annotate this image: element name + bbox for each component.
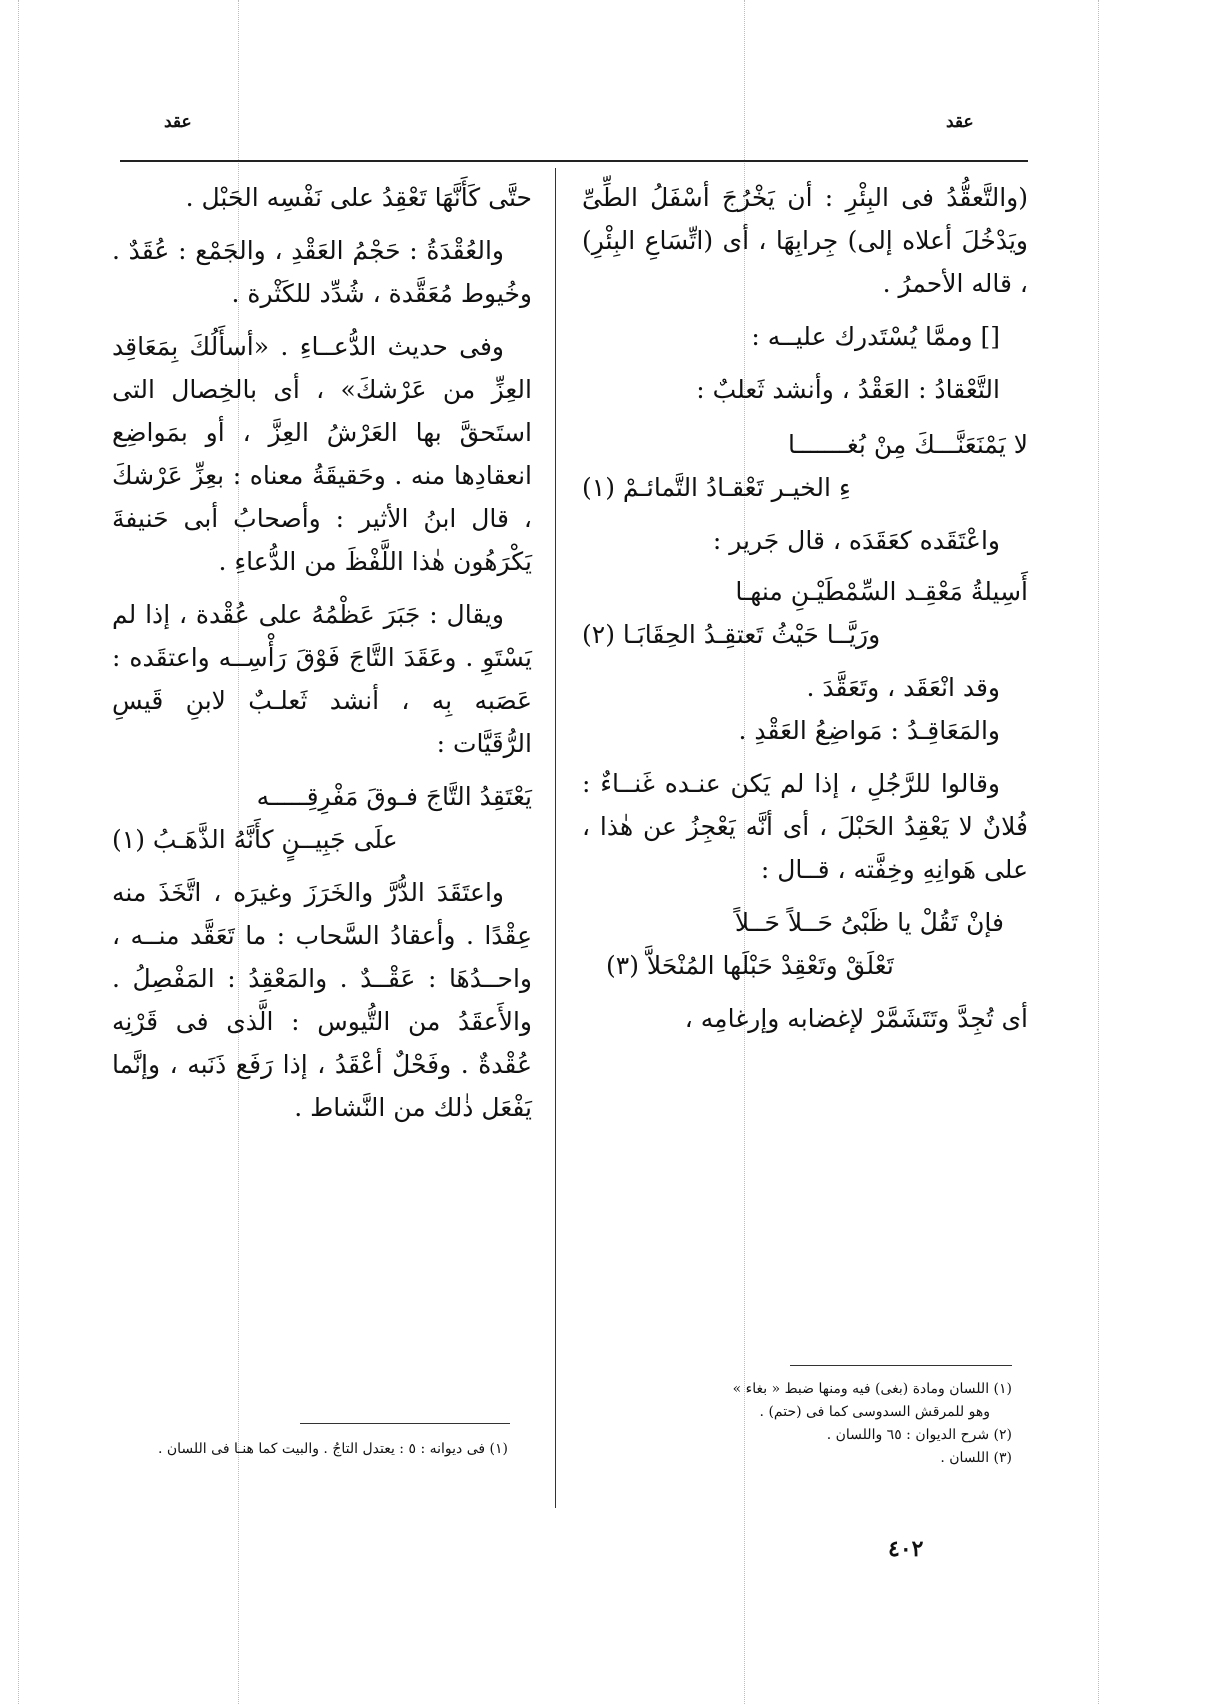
right-column <box>582 176 1028 1040</box>
verse-hemistich: يَعْتَقِدُ التَّاجَ فـوقَ مَفْرِقِـــــه <box>256 782 532 811</box>
paragraph: أى تُجِدَّ وتَتَشَمَّرْ لإغضابه وإرغامِه ، <box>684 1004 1028 1033</box>
scan-guide-line <box>18 0 19 1704</box>
right-footnotes <box>600 1378 1012 1470</box>
footnote-rule <box>790 1365 1012 1366</box>
verse <box>582 423 1028 509</box>
verse-hemistich: علَى جَبِيــنٍ كأَنَّهُ الذَّهَـبُ (١) <box>112 825 398 854</box>
paragraph: حتَّى كَأَنَّهَا تَعْقِدُ على نَفْسِه الحَبْل . <box>185 183 532 212</box>
verse-hemistich: ءِ الخيـر تَعْقـادُ التَّمائـمْ (١) <box>582 473 851 502</box>
column-divider <box>555 168 556 1508</box>
verse-hemistich: أَسِيلةُ مَعْقِـد السِّمْطَيْـنِ منهـا <box>735 577 1028 606</box>
verse <box>582 570 1028 656</box>
footnote: (٢) شرح الديوان : ٦٥ واللسان . <box>826 1427 1012 1443</box>
verse-hemistich: تَعْلَقْ وتَعْقِدْ حَبْلَها المُنْحَلاَّ (٣) <box>606 951 894 980</box>
paragraph: (والتَّعقُّدُ فى البِئْرِ : أن يَخْرُجَ أسْفَلُ الطِّىِّ ويَدْخُلَ أعلاه إلى) جِرابِهَا ، أى (اتِّسَاعِ البِئْرِ) ، قاله الأحمرُ . <box>582 183 1028 298</box>
verse-hemistich: ورَيَّــا حَيْثُ تَعتقِـدُ الحِقَابَـا (٢) <box>582 620 881 649</box>
header-rule <box>120 160 1028 162</box>
paragraph: التَّعْقادُ : العَقْدُ ، وأنشد ثَعلبٌ : <box>696 375 1000 404</box>
paragraph: وقد انْعَقَد ، وتَعَقَّدَ . <box>806 673 1000 702</box>
footnote: (١) اللسان ومادة (بغى) فيه ومنها ضبط « بغاء » <box>732 1381 1012 1397</box>
verse <box>582 901 1028 987</box>
paragraph: وقالوا للرَّجُلِ ، إذا لم يَكن عنـده غَنــاءٌ : فُلانٌ لا يَعْقِدُ الحَبْلَ ، أى أنَّه يَعْجِزُ عن هٰذا ، على هَوانِهِ وخِفَّته ، قــال : <box>582 769 1028 884</box>
footnote: (٣) اللسان . <box>940 1450 1012 1466</box>
page-number: ٤٠٢ <box>888 1536 924 1562</box>
footnote-rule <box>300 1423 510 1424</box>
paragraph: ويقال : جَبَرَ عَظْمُهُ على عُقْدة ، إذا لم يَسْتَوِ . وعَقَدَ التَّاجَ فَوْقَ رَأْسِــه واعتقَده : عَصَبه بِه ، أنشد ثَعلـبٌ لابنِ قَيسِ الرُّقَيَّات : <box>112 600 532 758</box>
left-footnote <box>112 1438 508 1461</box>
paragraph: واعتَقَدَ الدُّرَّ والخَرَزَ وغيرَه ، اتَّخَذَ منه عِقْدًا . وأعقادُ السَّحاب : ما تَعَقَّد منــه ، واحــدُهَا : عَقْــدٌ . والمَعْقِدُ : المَفْصِلُ . والأَعقَدُ من التُّيوس : الَّذى فى قَرْنِه عُقْدةٌ . وفَحْلٌ أعْقَدُ ، إذا رَفَع ذَنَبه ، وإنَّما يَفْعَل ذٰلك من النَّشاط . <box>112 878 532 1122</box>
paragraph: والمَعَاقِـدُ : مَواضِعُ العَقْدِ . <box>738 716 1000 745</box>
paragraph: [] وممَّا يُسْتَدرك عليــه : <box>751 322 1000 351</box>
footnote: (١) فى ديوانه : ٥ : يعتدل التاجُ . والبيت كما هنـا فى اللسان . <box>157 1441 508 1457</box>
verse <box>112 775 532 861</box>
paragraph: واعْتَقَده كعَقَدَه ، قال جَرير : <box>712 526 1000 555</box>
left-column <box>112 176 532 1129</box>
paragraph: وفى حديث الدُّعــاءِ . «أسأَلُكَ بِمَعَاقِد العِزِّ من عَرْشكَ» ، أى بالخِصال التى استَحقَّ بها العَرْشُ العِزَّ ، أو بمَواضِع انعقادِها منه . وحَقيقَةُ معناه : بعِزِّ عَرْشكَ ، قال ابنُ الأثير : وأصحابُ أبى حَنيفةَ يَكْرَهُون هٰذا اللَّفْظَ من الدُّعاءِ . <box>112 332 532 576</box>
scan-guide-line <box>1098 0 1099 1704</box>
footnote: وهو للمرقش السدوسى كما فى (حتم) . <box>759 1404 990 1420</box>
verse-hemistich: لا يَمْنَعَنَّـــكَ مِنْ بُغـــــــا <box>787 430 1028 459</box>
header-right-word: عقد <box>946 112 974 132</box>
header-left-word: عقد <box>164 112 192 132</box>
paragraph: والعُقْدَةُ : حَجْمُ العَقْدِ ، والجَمْع : عُقَدٌ . وخُيوط مُعَقَّدة ، شُدِّد للكَثْرة . <box>112 236 532 308</box>
verse-hemistich: فإنْ تَقُلْ يا ظَبْىُ حَــلاً حَــلاً <box>734 908 1004 937</box>
